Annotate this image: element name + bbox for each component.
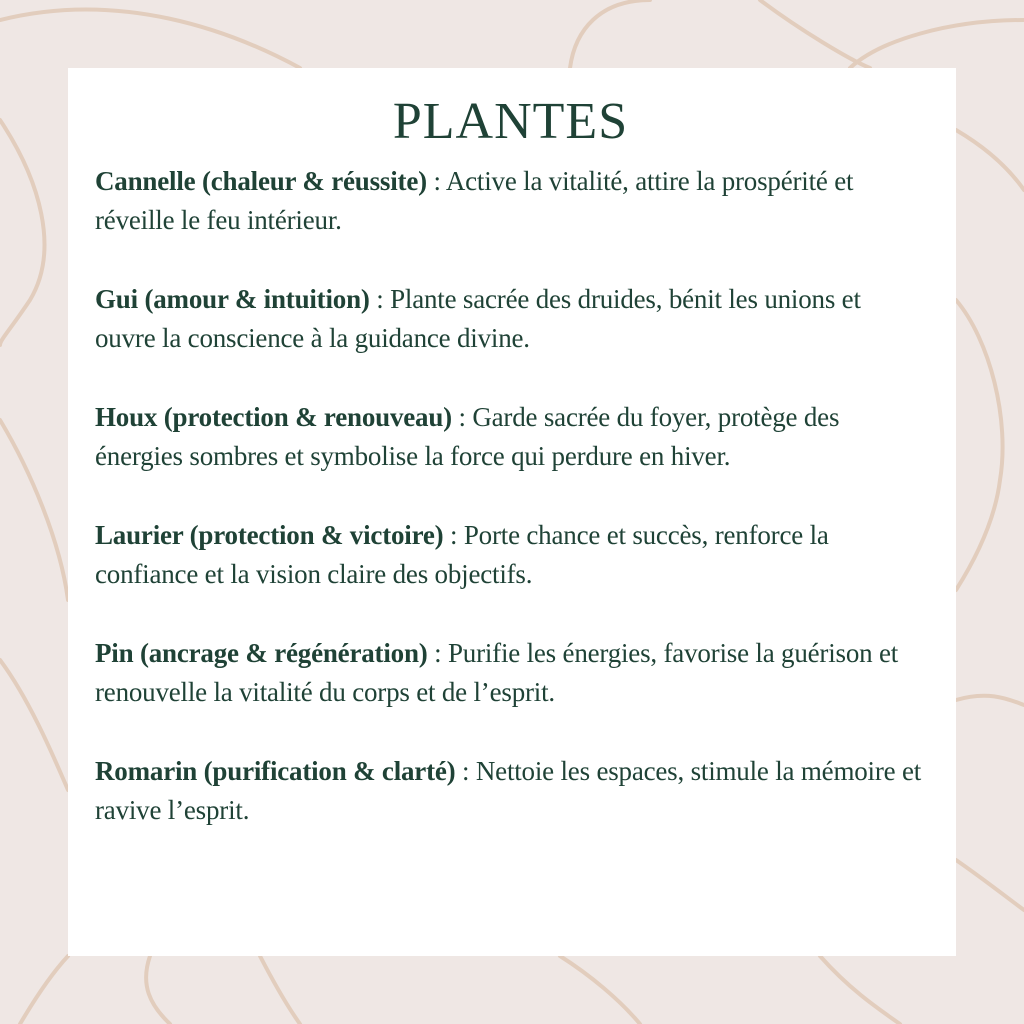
plant-name: Gui (amour & intuition) <box>95 284 370 315</box>
plant-description: Purifie les énergies, favorise la guérison et renouvelle la vitalité du corps et de l’esprit. <box>95 638 899 708</box>
separator: : <box>455 756 476 787</box>
plant-entry-laurier <box>95 516 926 594</box>
separator: : <box>427 638 448 669</box>
plant-name: Pin (ancrage & régénération) <box>95 638 428 669</box>
plant-description: Plante sacrée des druides, bénit les unions et ouvre la conscience à la guidance divine. <box>95 284 861 354</box>
content-card <box>68 68 956 956</box>
plant-entry-houx <box>95 398 926 476</box>
plant-name: Cannelle (chaleur & réussite) <box>95 166 427 197</box>
plant-description: Nettoie les espaces, stimule la mémoire et ravive l’esprit. <box>95 756 922 826</box>
plant-name: Houx (protection & renouveau) <box>95 402 452 433</box>
plant-list <box>95 162 926 830</box>
plant-name: Laurier (protection & victoire) <box>95 520 444 551</box>
separator: : <box>443 520 464 551</box>
plant-description: Garde sacrée du foyer, protège des énergies sombres et symbolise la force qui perdure en hiver. <box>95 402 840 472</box>
plant-entry-romarin <box>95 752 926 830</box>
plant-entry-pin <box>95 634 926 712</box>
plant-description: Porte chance et succès, renforce la confiance et la vision claire des objectifs. <box>95 520 829 590</box>
separator: : <box>426 166 446 197</box>
separator: : <box>369 284 391 315</box>
plant-description: Active la vitalité, attire la prospérité et réveille le feu intérieur. <box>95 166 854 236</box>
plant-name: Romarin (purification & clarté) <box>95 756 456 787</box>
page-title: PLANTES <box>392 93 629 150</box>
separator: : <box>451 402 473 433</box>
plant-entry-gui <box>95 280 926 358</box>
plant-entry-cannelle <box>95 162 926 240</box>
